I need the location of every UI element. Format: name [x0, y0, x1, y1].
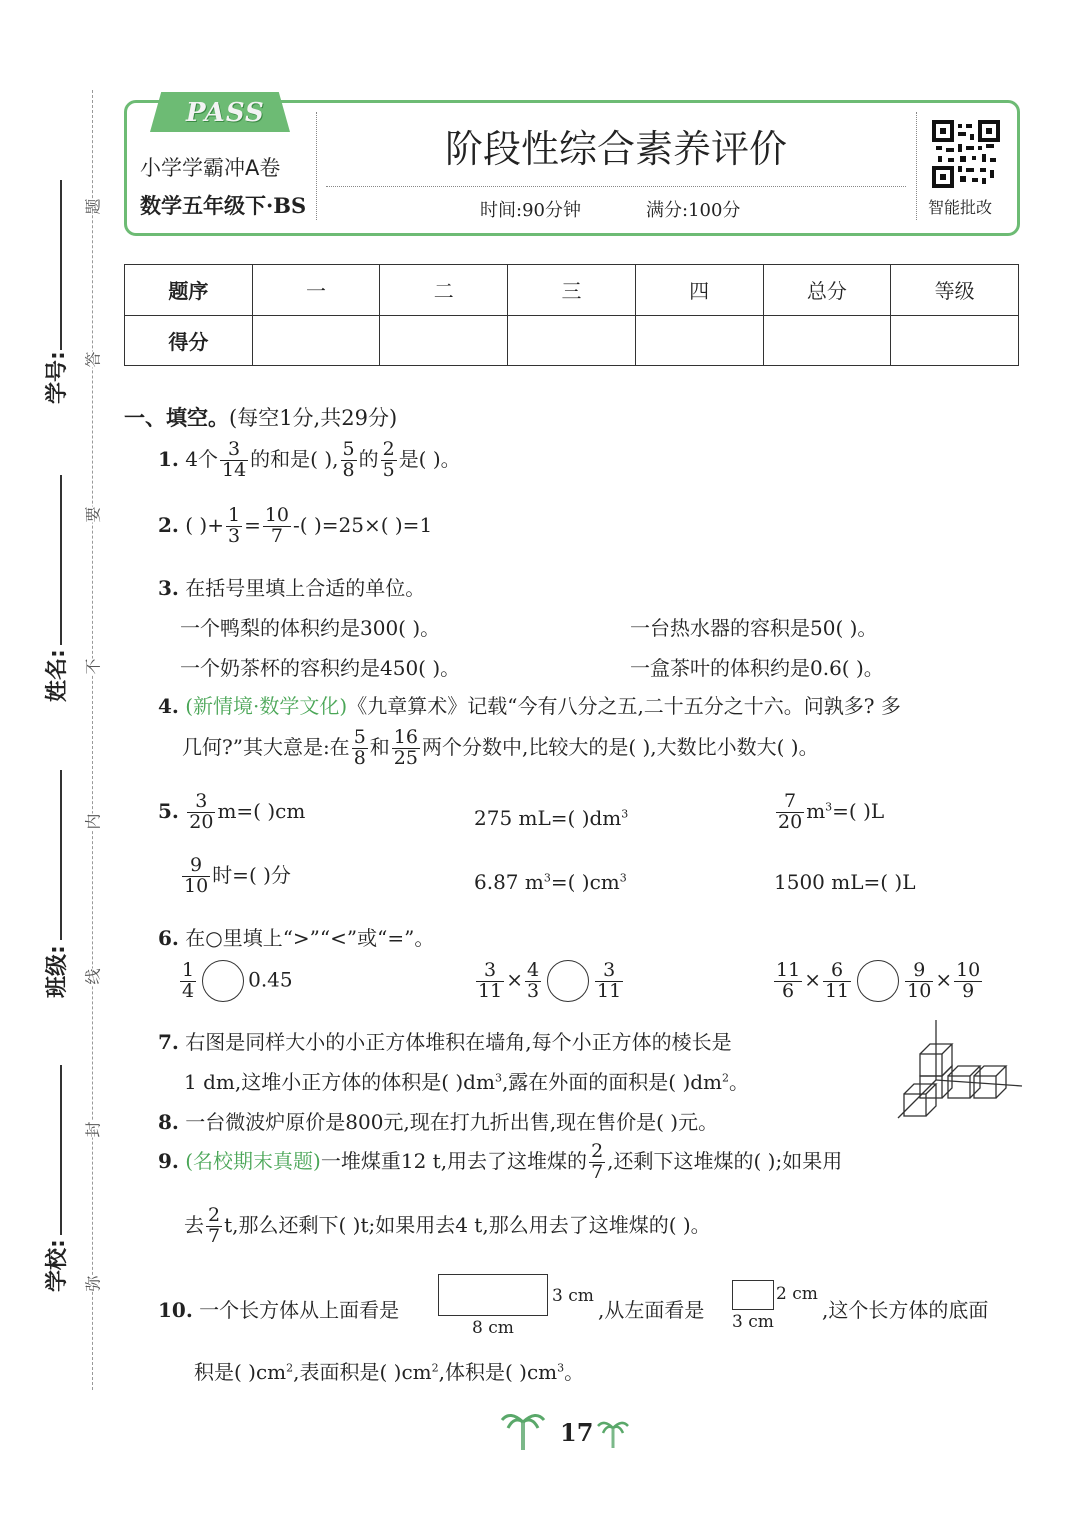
- section-title: 一、填空。: [124, 406, 229, 430]
- page-number: 17: [560, 1418, 594, 1447]
- question-text: 是( )。: [398, 446, 461, 471]
- question-9-line2: 去 $\frac{2}{7}$ t,那么还剩下( )t;如果用去4 t,那么用去了这堆煤的( )。: [184, 1204, 711, 1247]
- palm-tree-icon: [596, 1416, 630, 1450]
- fraction: $\frac{2}{7}$: [208, 1204, 221, 1247]
- dimension-label: 3 cm: [732, 1312, 774, 1332]
- seal-char: 不: [81, 658, 104, 674]
- table-cell: 得分: [125, 315, 253, 366]
- question-number: 8.: [158, 1110, 179, 1134]
- q3-item-c: 一个奶茶杯的容积约是450( )。: [180, 656, 461, 680]
- seal-char: 内: [81, 813, 104, 829]
- question-text: 右图是同样大小的小正方体堆积在墙角,每个小正方体的棱长是: [185, 1030, 732, 1054]
- dimension-label: 8 cm: [472, 1318, 514, 1338]
- question-tag: (新情境·数学文化): [185, 694, 348, 718]
- question-text: 几何?”其大意是:在: [182, 734, 350, 759]
- question-3: [158, 572, 425, 601]
- question-text: 一个长方体从上面看是: [199, 1298, 400, 1322]
- top-view-rectangle: [438, 1274, 548, 1316]
- dimension-label: 2 cm: [776, 1284, 818, 1304]
- question-number: 7.: [158, 1030, 179, 1054]
- question-text: t,那么还剩下( )t;如果用去4 t,那么用去了这堆煤的( )。: [224, 1212, 711, 1237]
- question-10-line2: 积是( )$cm^2$,表面积是( )$cm^2$,体积是( )$cm^3$。: [194, 1360, 585, 1384]
- question-1: [158, 440, 461, 481]
- q3-item-d: 一盒茶叶的体积约是0.6( )。: [630, 656, 884, 680]
- student-no-line[interactable]: [60, 180, 62, 350]
- fraction: $\frac{2}{5}$: [382, 438, 395, 481]
- question-9: [158, 1142, 842, 1183]
- table-cell: 四: [635, 265, 763, 316]
- name-label: 姓名:: [45, 649, 70, 702]
- score-input-cell[interactable]: [508, 315, 636, 366]
- qr-label: 智能批改: [928, 198, 993, 217]
- seal-char: 弥: [81, 1275, 104, 1291]
- question-text: 时=( )分: [212, 862, 291, 887]
- cube-stack-figure: [896, 1020, 1024, 1120]
- question-number: 4.: [158, 694, 179, 718]
- question-number: 2.: [158, 512, 179, 537]
- dimension-label: 3 cm: [552, 1286, 594, 1306]
- q3-item-a: 一个鸭梨的体积约是300( )。: [180, 616, 441, 640]
- table-cell: 二: [380, 265, 508, 316]
- question-7-line2: 1 dm,这堆小正方体的体积是( )$dm^3$,露在外面的面积是( )$dm^2$。: [184, 1070, 750, 1094]
- question-5-a: [158, 792, 305, 833]
- fraction: $\frac{10}{7}$: [264, 504, 290, 547]
- fraction: $\frac{3}{20}$: [189, 790, 214, 833]
- fraction: $\frac{3}{14}$: [221, 438, 247, 481]
- score-input-cell[interactable]: [252, 315, 380, 366]
- q3-item-b: 一台热水器的容积是50( )。: [630, 616, 878, 640]
- question-6: [158, 922, 434, 951]
- question-tag: (名校期末真题): [185, 1148, 321, 1173]
- qr-code-icon[interactable]: [932, 120, 1000, 188]
- fraction: $\frac{5}{8}$: [342, 438, 355, 481]
- series-name: 小学学霸冲A卷: [140, 156, 281, 180]
- question-7: [158, 1026, 732, 1055]
- question-text: -( )=25×( )=1: [293, 512, 433, 537]
- question-6-c: $\frac{11}{6}$ × $\frac{6}{11}$ $\frac{9}{10}$ × $\frac{10}{9}$: [776, 958, 981, 1002]
- compare-circle[interactable]: [547, 960, 589, 1002]
- table-cell: 等级: [891, 265, 1019, 316]
- score-input-cell[interactable]: [380, 315, 508, 366]
- question-6-a: $\frac{1}{4}$ 0.45: [182, 958, 293, 1002]
- compare-circle[interactable]: [857, 960, 899, 1002]
- student-no-label: 学号:: [45, 351, 70, 404]
- table-cell: 总分: [763, 265, 891, 316]
- question-number: 9.: [158, 1148, 179, 1173]
- palm-tree-icon: [500, 1406, 546, 1452]
- question-5-b: 275 mL=( )$dm^3$: [474, 806, 629, 830]
- table-row: [125, 265, 1019, 316]
- question-6-b: $\frac{3}{11}$ × $\frac{4}{3}$ $\frac{3}{11}$: [478, 958, 622, 1002]
- question-text: 一堆煤重12 t,用去了这堆煤的: [320, 1148, 588, 1173]
- fraction: $\frac{7}{20}$: [778, 790, 803, 833]
- section-heading: [124, 402, 397, 432]
- question-2: [158, 506, 432, 547]
- exam-time: 时间:90分钟: [480, 200, 581, 221]
- fraction: $\frac{5}{8}$: [353, 726, 366, 769]
- question-text: ,还剩下这堆煤的( );如果用: [607, 1148, 843, 1173]
- question-text: =: [244, 512, 261, 537]
- question-text: m=( )cm: [217, 798, 306, 823]
- question-text: 一台微波炉原价是800元,现在打九折出售,现在售价是( )元。: [185, 1110, 719, 1134]
- question-4-line2: [182, 728, 819, 769]
- seal-dashed-line: [92, 90, 93, 1390]
- fraction: $\frac{16}{25}$: [393, 726, 418, 769]
- table-cell: 一: [252, 265, 380, 316]
- question-number: 10.: [158, 1298, 193, 1322]
- question-text: 两个分数中,比较大的是( ),大数比小数大( )。: [421, 734, 819, 759]
- question-10-text: ,这个长方体的底面: [822, 1298, 989, 1322]
- score-input-cell[interactable]: [763, 315, 891, 366]
- question-text: 的和是( ),: [250, 446, 339, 471]
- question-number: 3.: [158, 576, 179, 600]
- question-4: [158, 690, 901, 719]
- question-5-d: [180, 856, 291, 897]
- question-text: 《九章算术》记载“今有八分之五,二十五分之十六。问孰多? 多: [347, 694, 901, 718]
- header-divider: [326, 186, 906, 187]
- question-10: [158, 1294, 399, 1323]
- question-text: 的: [358, 446, 379, 471]
- seal-char: 线: [81, 968, 104, 984]
- compare-circle[interactable]: [202, 960, 244, 1002]
- left-view-rectangle: [732, 1280, 774, 1310]
- page-title: 阶段性综合素养评价: [444, 127, 787, 171]
- name-line[interactable]: [60, 475, 62, 645]
- section-note: (每空1分,共29分): [229, 406, 398, 430]
- score-input-cell[interactable]: [891, 315, 1019, 366]
- subject-grade: 数学五年级下·BS: [140, 193, 307, 218]
- question-text: 在括号里填上合适的单位。: [185, 576, 426, 600]
- question-text: ( )+: [185, 512, 224, 537]
- table-row: [125, 315, 1019, 366]
- seal-char: 封: [81, 1121, 104, 1137]
- question-text: 4个: [185, 446, 218, 471]
- question-number: 1.: [158, 446, 179, 471]
- table-cell: 三: [508, 265, 636, 316]
- class-line[interactable]: [60, 770, 62, 940]
- question-10-text: ,从左面看是: [598, 1298, 705, 1322]
- fraction: $\frac{1}{3}$: [227, 504, 241, 547]
- fraction: $\frac{2}{7}$: [591, 1140, 604, 1183]
- school-label: 学校:: [45, 1239, 70, 1292]
- question-text: 和: [369, 734, 390, 759]
- class-label: 班级:: [45, 945, 70, 998]
- question-text: 在○里填上“>”“<”或“=”。: [185, 926, 435, 950]
- question-number: 6.: [158, 926, 179, 950]
- seal-char: 题: [81, 198, 104, 214]
- header-divider: [916, 112, 917, 220]
- question-5-e: 6.87 $m^3=$( )$cm^3$: [474, 870, 627, 894]
- question-8: [158, 1106, 718, 1135]
- score-input-cell[interactable]: [635, 315, 763, 366]
- seal-char: 要: [81, 506, 104, 522]
- header-divider: [316, 112, 317, 220]
- score-table: [124, 264, 1019, 366]
- full-score: 满分:100分: [646, 200, 741, 221]
- question-number: 5.: [158, 798, 179, 823]
- question-5-c: $\frac{7}{20}$ $m^3=$( )L: [778, 790, 885, 833]
- question-5-f: 1500 mL=( )L: [774, 870, 916, 894]
- brand-logo: PASS: [186, 98, 265, 128]
- table-cell: 题序: [125, 265, 253, 316]
- seal-char: 答: [81, 351, 104, 367]
- fraction: $\frac{9}{10}$: [184, 854, 209, 897]
- school-line[interactable]: [60, 1065, 62, 1235]
